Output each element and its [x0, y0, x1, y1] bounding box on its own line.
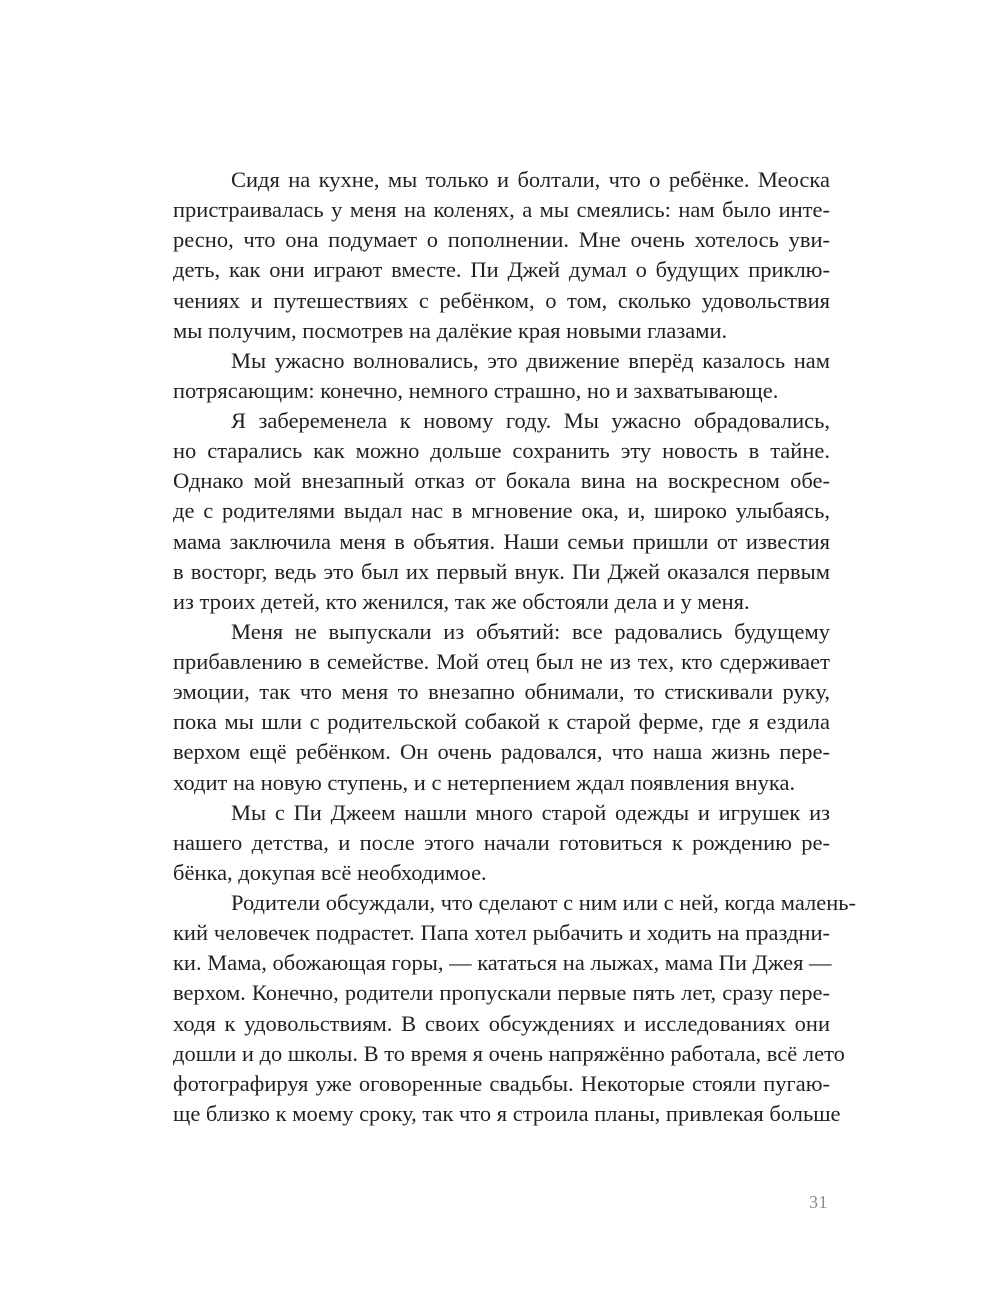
- text-line: ходит на новую ступень, и с нетерпением ждал появления внука.: [173, 769, 796, 795]
- text-line: чениях и путешествиях с ребёнком, о том, сколько удовольствия: [173, 287, 830, 313]
- text-line: пока мы шли с родительской собакой к старой ферме, где я ездила: [173, 709, 830, 735]
- text-line: ще близко к моему сроку, так что я строила планы, привлекая больше: [173, 1100, 841, 1126]
- text-line: ходя к удовольствиям. В своих обсуждениях и исследованиях они: [173, 1010, 830, 1036]
- text-line: Мы ужасно волновались, это движение вперёд казалось нам: [231, 347, 830, 373]
- text-line: нашего детства, и после этого начали готовиться к рождению ре-: [173, 829, 830, 855]
- text-line: из троих детей, кто женился, так же обстояли дела и у меня.: [173, 588, 750, 614]
- text-line: де с родителями выдал нас в мгновение ока, и, широко улыбаясь,: [173, 498, 830, 524]
- text-line: потрясающим: конечно, немного страшно, но и захватывающе.: [173, 377, 779, 403]
- text-line: прибавлению в семействе. Мой отец был не из тех, кто сдерживает: [173, 649, 830, 674]
- text-line: Мы с Пи Джеем нашли много старой одежды и игрушек из: [231, 799, 830, 825]
- text-line: деть, как они играют вместе. Пи Джей думал о будущих приклю-: [173, 257, 830, 283]
- text-line: фотографируя уже оговоренные свадьбы. Некоторые стояли пугаю-: [173, 1070, 830, 1096]
- text-line: дошли и до школы. В то время я очень напряжённо работала, всё лето: [173, 1040, 845, 1066]
- page-number: 31: [809, 1192, 828, 1212]
- text-line: но старались как можно дольше сохранить эту новость в тайне.: [173, 438, 830, 464]
- text-line: бёнка, докупая всё необходимое.: [173, 859, 487, 885]
- text-line: кий человечек подрастет. Папа хотел рыбачить и ходить на праздни-: [173, 920, 830, 946]
- body-text: [173, 165, 857, 1129]
- text-line: ресно, что она подумает о пополнении. Мне очень хотелось уви-: [173, 227, 830, 253]
- text-line: ки. Мама, обожающая горы, — кататься на лыжах, мама Пи Джея —: [173, 950, 832, 976]
- text-line: верхом ещё ребёнком. Он очень радовался, что наша жизнь пере-: [173, 739, 830, 765]
- text-line: эмоции, так что меня то внезапно обнимали, то стискивали руку,: [173, 679, 830, 705]
- text-line: Меня не выпускали из объятий: все радовались будущему: [231, 618, 830, 644]
- text-line: в восторг, ведь это был их первый внук. Пи Джей оказался первым: [173, 558, 830, 584]
- text-line: пристраивалась у меня на коленях, а мы смеялись: нам было инте-: [173, 197, 830, 223]
- text-line: мы получим, посмотрев на далёкие края новыми глазами.: [173, 317, 728, 343]
- text-line: Однако мой внезапный отказ от бокала вина на воскресном обе-: [173, 468, 830, 494]
- text-line: Я забеременела к новому году. Мы ужасно обрадовались,: [231, 408, 830, 433]
- text-line: мама заключила меня в объятия. Наши семьи пришли от известия: [173, 528, 830, 554]
- text-line: Родители обсуждали, что сделают с ним или с ней, когда малень-: [231, 890, 857, 915]
- text-line: Сидя на кухне, мы только и болтали, что о ребёнке. Меоска: [231, 167, 830, 192]
- text-line: верхом. Конечно, родители пропускали первые пять лет, сразу пере-: [173, 980, 830, 1006]
